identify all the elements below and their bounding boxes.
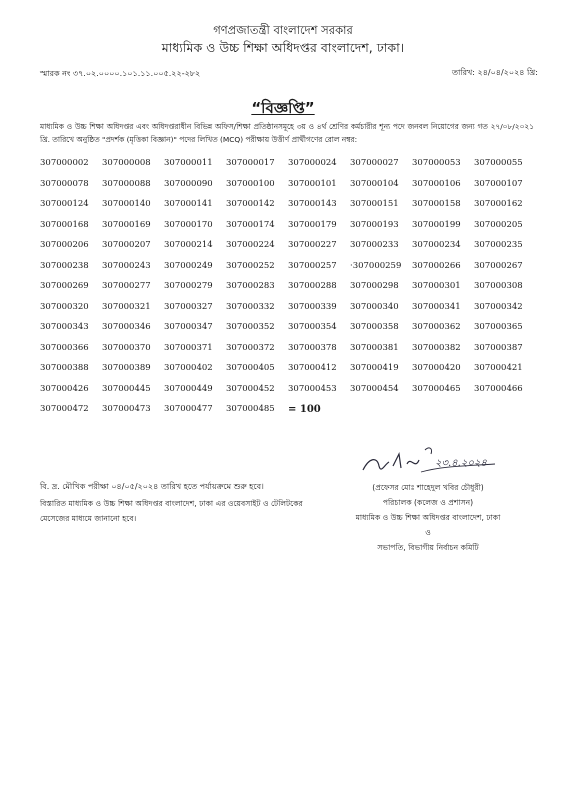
roll-number-table — [40, 153, 540, 420]
table-row — [40, 215, 540, 236]
roll-number: 307000235 — [474, 240, 523, 251]
roll-number: 307000179 — [288, 219, 337, 230]
roll-number: 307000090 — [164, 178, 213, 189]
roll-number: 307000277 — [102, 281, 151, 292]
roll-number: 307000142 — [226, 199, 275, 210]
handwritten-signature — [355, 436, 505, 478]
roll-number: 307000388 — [40, 363, 89, 374]
memo-number: স্মারক নং ৩৭.০২.০০০০.১০১.১১.০০৫.২২-২৮২ — [40, 69, 201, 78]
signatory-designation: পরিচালক (কলেজ ও প্রশাসন) — [382, 498, 474, 507]
roll-number: 307000332 — [226, 301, 275, 312]
roll-number: 307000419 — [350, 363, 399, 374]
roll-number: 307000358 — [350, 322, 399, 333]
table-row — [40, 194, 540, 215]
roll-number: 307000288 — [288, 281, 337, 292]
table-row — [40, 174, 540, 195]
roll-number: 307000174 — [226, 219, 275, 230]
roll-number: 307000449 — [164, 383, 213, 394]
roll-number: 307000169 — [102, 219, 151, 230]
roll-number: 307000106 — [412, 178, 461, 189]
roll-number: 307000269 — [40, 281, 89, 292]
roll-number: 307000485 — [226, 404, 275, 415]
total-count: = 100 — [288, 403, 321, 415]
roll-number: 307000412 — [288, 363, 337, 374]
roll-number: 307000224 — [226, 240, 275, 251]
roll-number: 307000024 — [288, 158, 337, 169]
roll-number: 307000267 — [474, 260, 523, 271]
table-row — [40, 276, 540, 297]
roll-number: 307000352 — [226, 322, 275, 333]
roll-number: 307000365 — [474, 322, 523, 333]
roll-number: 307000382 — [412, 342, 461, 353]
roll-number: 307000162 — [474, 199, 523, 210]
roll-number: 307000387 — [474, 342, 523, 353]
roll-number: 307000170 — [164, 219, 213, 230]
roll-number: 307000257 — [288, 260, 337, 271]
table-row — [40, 256, 540, 277]
roll-number: 307000327 — [164, 301, 213, 312]
roll-number: 307000053 — [412, 158, 461, 169]
roll-number: 307000477 — [164, 404, 213, 415]
roll-number: 307000453 — [288, 383, 337, 394]
notice-title: “বিজ্ঞপ্তি” — [251, 99, 315, 117]
roll-number: 307000308 — [474, 281, 523, 292]
roll-number: 307000101 — [288, 178, 337, 189]
signatory-office: মাধ্যমিক ও উচ্চ শিক্ষা অধিদপ্তর বাংলাদেশ, ঢাকা — [355, 513, 501, 522]
roll-number: 307000027 — [350, 158, 399, 169]
signatory-name: (প্রফেসর মোঃ শাহেদুল খবির চৌধুরী) — [372, 483, 484, 492]
signatory-role: সভাপতি, বিভাগীয় নির্বাচন কমিটি — [377, 543, 479, 552]
roll-number: 307000343 — [40, 322, 89, 333]
roll-number: 307000193 — [350, 219, 399, 230]
roll-number: 307000340 — [350, 301, 399, 312]
roll-number: 307000140 — [102, 199, 151, 210]
roll-number: 307000366 — [40, 342, 89, 353]
roll-number: 307000452 — [226, 383, 275, 394]
roll-number: 307000100 — [226, 178, 275, 189]
roll-number: 307000402 — [164, 363, 213, 374]
table-row — [40, 297, 540, 318]
roll-number: 307000107 — [474, 178, 523, 189]
roll-number: 307000321 — [102, 301, 151, 312]
roll-number: 307000473 — [102, 404, 151, 415]
roll-number: 307000104 — [350, 178, 399, 189]
roll-number: 307000199 — [412, 219, 461, 230]
table-row — [40, 399, 540, 420]
roll-number: 307000445 — [102, 383, 151, 394]
table-row — [40, 153, 540, 174]
roll-number: 307000466 — [474, 383, 523, 394]
roll-number: 307000141 — [164, 199, 213, 210]
roll-number: 307000346 — [102, 322, 151, 333]
viva-note: বি. দ্র. মৌখিক পরীক্ষা ০৪/০৫/২০২৪ তারিখ হতে পর্যায়ক্রমে শুরু হবে। — [40, 482, 264, 491]
signatory-block — [318, 480, 538, 555]
roll-number: 307000078 — [40, 178, 89, 189]
roll-number: 307000301 — [412, 281, 461, 292]
table-row — [40, 358, 540, 379]
roll-number: 307000372 — [226, 342, 275, 353]
roll-number: 307000472 — [40, 404, 89, 415]
roll-number: 307000347 — [164, 322, 213, 333]
roll-number: 307000362 — [412, 322, 461, 333]
notice-date: তারিখ: ২৪/০৪/২০২৪ খ্রি: — [452, 68, 538, 77]
roll-number: 307000168 — [40, 219, 89, 230]
roll-number: 307000320 — [40, 301, 89, 312]
roll-number: 307000339 — [288, 301, 337, 312]
roll-number: 307000341 — [412, 301, 461, 312]
roll-number: 307000017 — [226, 158, 275, 169]
roll-number: 307000243 — [102, 260, 151, 271]
roll-number: 307000206 — [40, 240, 89, 251]
signature-date: ২৩.৪.২০২৪ — [435, 458, 487, 469]
roll-number: 307000454 — [350, 383, 399, 394]
roll-number: 307000421 — [474, 363, 523, 374]
roll-number: 307000205 — [474, 219, 523, 230]
roll-number: 307000465 — [412, 383, 461, 394]
roll-number: 307000008 — [102, 158, 151, 169]
roll-number: 307000124 — [40, 199, 89, 210]
notice-intro: মাধ্যমিক ও উচ্চ শিক্ষা অধিদপ্তর এবং অধিদপ্তরাধীন বিভিন্ন অফিস/শিক্ষা প্রতিষ্ঠানসমূহে ৩য় ও ৪র্থ শ্রেণির কর্মচারীর শূন্য পদে জনবল নিয়োগের জন্য গত ২৭/০৮/২০২১ খ্রি. তারিখে অনুষ্ঠিত "প্রদর্শক (মৃত্তিকা বিজ্ঞান)" পদের লিখিত (MCQ) পরীক্ষায় উত্তীর্ণ প্রার্থীগণের রোল নম্বর: — [40, 122, 534, 144]
roll-number: 307000378 — [288, 342, 337, 353]
roll-number: 307000371 — [164, 342, 213, 353]
roll-number: 307000249 — [164, 260, 213, 271]
roll-number: 307000214 — [164, 240, 213, 251]
table-row — [40, 338, 540, 359]
roll-number: 307000143 — [288, 199, 337, 210]
table-row — [40, 235, 540, 256]
roll-number: 307000238 — [40, 260, 89, 271]
govt-header: গণপ্রজাতন্ত্রী বাংলাদেশ সরকার — [213, 23, 353, 37]
roll-number: 307000405 — [226, 363, 275, 374]
directorate-header: মাধ্যমিক ও উচ্চ শিক্ষা অধিদপ্তর বাংলাদেশ, ঢাকা। — [161, 40, 405, 55]
roll-number: 307000370 — [102, 342, 151, 353]
details-note: বিস্তারিত মাধ্যমিক ও উচ্চ শিক্ষা অধিদপ্তর বাংলাদেশ, ঢাকা এর ওয়েবসাইট ও টেলিটকের মেসেজের মাধ্যমে জানানো হবে। — [40, 499, 303, 523]
roll-number: 307000151 — [350, 199, 399, 210]
roll-number: 307000233 — [350, 240, 399, 251]
roll-number: ·307000259 — [350, 260, 402, 271]
table-row — [40, 317, 540, 338]
roll-number: 307000252 — [226, 260, 275, 271]
roll-number: 307000207 — [102, 240, 151, 251]
roll-number: 307000279 — [164, 281, 213, 292]
roll-number: 307000234 — [412, 240, 461, 251]
roll-number: 307000426 — [40, 383, 89, 394]
roll-number: 307000002 — [40, 158, 89, 169]
roll-number: 307000381 — [350, 342, 399, 353]
signatory-conjunction: ও — [425, 528, 431, 537]
roll-number: 307000055 — [474, 158, 523, 169]
roll-number: 307000354 — [288, 322, 337, 333]
roll-number: 307000298 — [350, 281, 399, 292]
roll-number: 307000420 — [412, 363, 461, 374]
roll-number: 307000158 — [412, 199, 461, 210]
roll-number: 307000266 — [412, 260, 461, 271]
roll-number: 307000011 — [164, 158, 213, 169]
roll-number: 307000227 — [288, 240, 337, 251]
roll-number: 307000389 — [102, 363, 151, 374]
roll-number: 307000342 — [474, 301, 523, 312]
roll-number: 307000088 — [102, 178, 151, 189]
roll-number: 307000283 — [226, 281, 275, 292]
table-row — [40, 379, 540, 400]
